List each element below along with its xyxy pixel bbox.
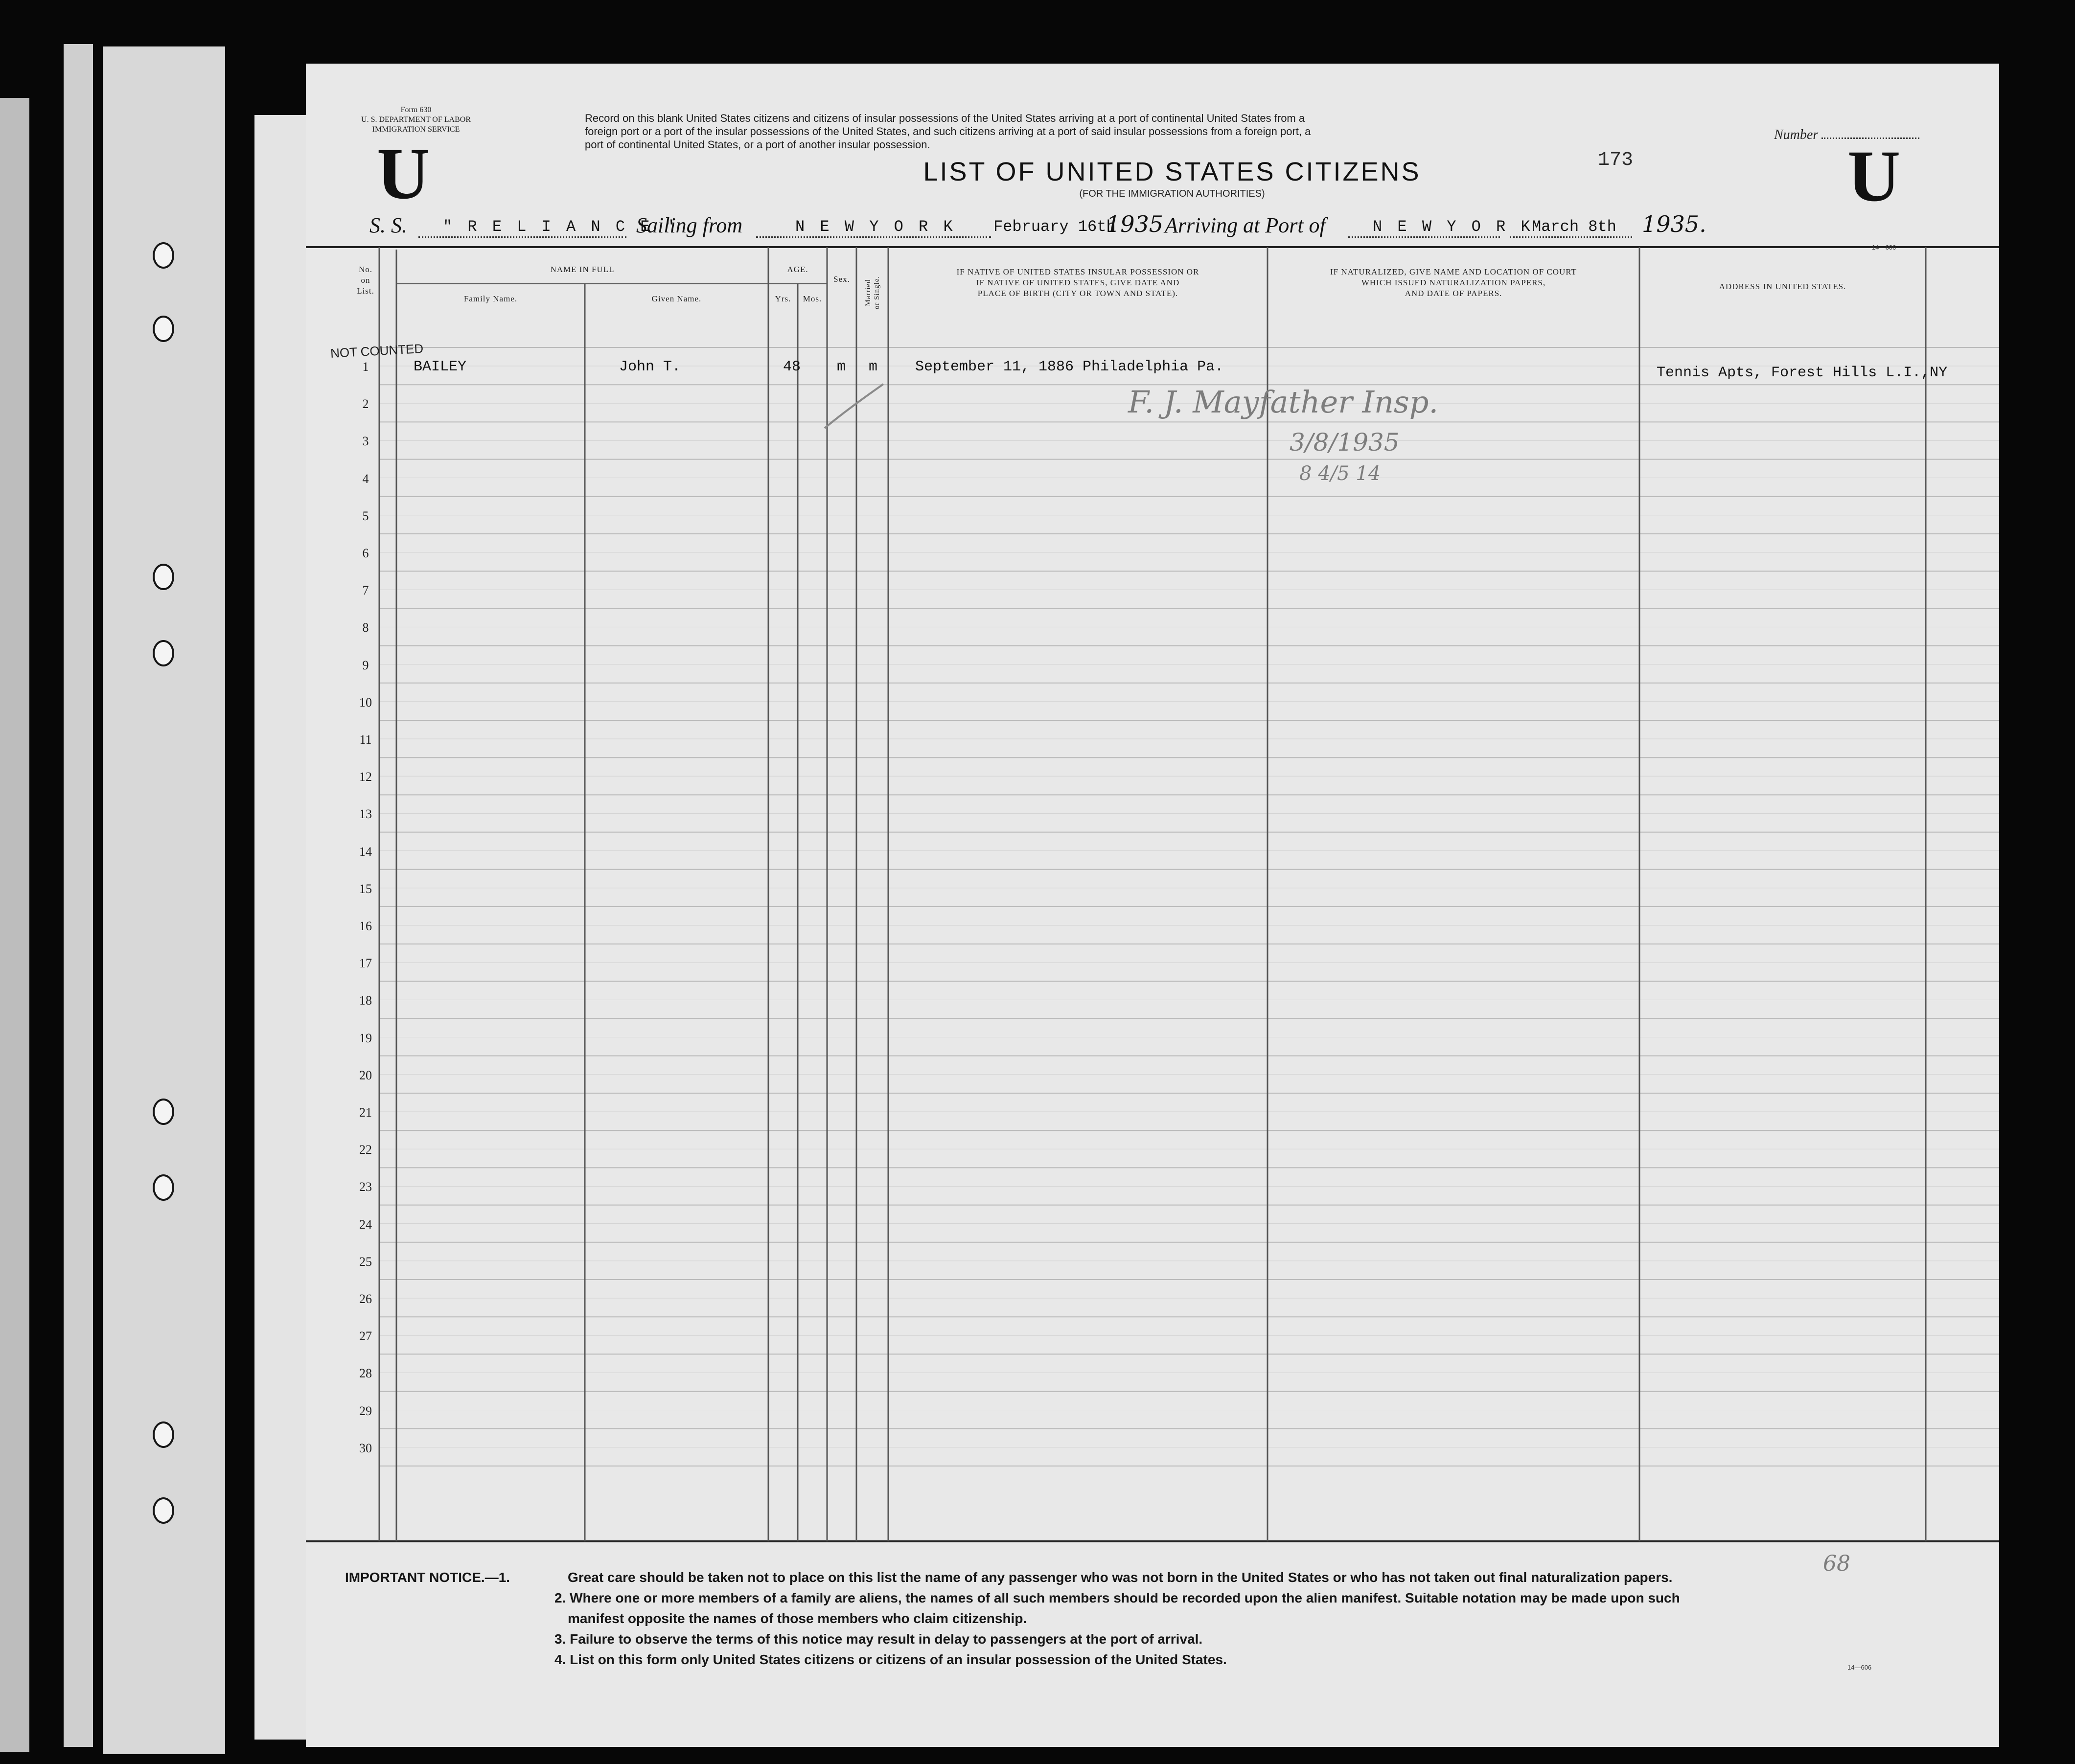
ss-label: S. S. — [369, 213, 407, 237]
row-number: 15 — [359, 881, 372, 896]
notice-item-3: 3. Failure to observe the terms of this notice may result in delay to passengers at the port of arrival. — [554, 1631, 1203, 1647]
page-subtitle: (FOR THE IMMIGRATION AUTHORITIES) — [1079, 188, 1265, 199]
col-yrs: Yrs. — [775, 294, 791, 303]
notice-item-1: Great care should be taken not to place on this list the name of any passenger who was not born in the United States or who has not taken out final naturalization papers. — [568, 1570, 1673, 1585]
departure-date: February 16th — [993, 218, 1116, 236]
notice-item-2: 2. Where one or more members of a family are aliens, the names of all such members should be recorded upon the alien manifest. Suitable notation may be made upon such — [554, 1590, 1680, 1605]
arrival-year: 1935. — [1642, 211, 1706, 237]
col-address: ADDRESS IN UNITED STATES. — [1719, 282, 1846, 291]
col-mos: Mos. — [803, 294, 822, 303]
arriving-label: Arriving at Port of — [1165, 213, 1326, 237]
print-code-bottom: 14—606 — [1847, 1664, 1872, 1671]
notice-lead: IMPORTANT NOTICE.—1. — [345, 1570, 510, 1585]
marital-status-cell: m — [869, 359, 878, 375]
col-no-on-list: No. on List. — [357, 265, 374, 296]
sailing-from-label: Sailing from — [636, 213, 743, 237]
punch-hole — [153, 564, 174, 590]
birth-cell: September 11, 1886 Philadelphia Pa. — [915, 359, 1224, 375]
inspector-signature: F. J. Mayfather Insp. — [1128, 384, 1439, 420]
page-title: LIST OF UNITED STATES CITIZENS — [923, 157, 1421, 186]
row-number: 12 — [359, 770, 372, 784]
row-number: 25 — [359, 1254, 372, 1269]
row-number: 29 — [359, 1403, 372, 1418]
row-number: 6 — [362, 546, 369, 560]
row-number: 11 — [359, 733, 372, 747]
sex-cell: m — [837, 359, 846, 375]
inspection-date: 3/8/1935 — [1290, 428, 1400, 457]
stamp-number: 173 — [1598, 149, 1634, 171]
col-place-of-birth: IF NATIVE OF UNITED STATES INSULAR POSSESSION OR IF NATIVE OF UNITED STATES, GIVE DATE AND PLACE OF BIRTH (CITY OR TOWN AND STATE). — [956, 267, 1199, 298]
punch-hole — [153, 1421, 174, 1448]
punch-hole — [153, 242, 174, 269]
row-number: 9 — [362, 658, 369, 672]
record-instructions: Record on this blank United States citizens and citizens of insular possessions of the United States arriving at a port of continental United States from a foreign port or a port of the insular possessions of the United States, and such citizens arriving at a port of said insular possessions from a foreign port, a port of continental United States, or a port of another insular possession. — [585, 112, 1311, 151]
row-number: 22 — [359, 1143, 372, 1157]
row-number: 1 — [362, 360, 369, 374]
arrival-port: N E W Y O R K — [1373, 218, 1533, 236]
punch-hole — [153, 640, 174, 666]
row-number: 16 — [359, 919, 372, 933]
family-name-cell: BAILEY — [414, 359, 467, 375]
punch-hole — [153, 316, 174, 342]
punch-hole — [153, 1099, 174, 1125]
margin-mark: 68 — [1823, 1551, 1850, 1576]
row-number: 28 — [359, 1366, 372, 1381]
number-label: Number — [1774, 127, 1919, 143]
col-married-single: Married or Single. — [864, 275, 881, 310]
ship-name: " R E L I A N C E " — [443, 218, 677, 236]
manifest-sheet — [306, 64, 1999, 1747]
arrival-date: March 8th — [1532, 218, 1616, 236]
binding-strip — [64, 44, 93, 1747]
row-number: 21 — [359, 1105, 372, 1120]
form-number: Form 630 — [400, 106, 432, 114]
form-letter-right: U — [1847, 136, 1901, 217]
check-mark — [820, 382, 888, 435]
row-number: 27 — [359, 1329, 372, 1344]
departure-year: 1935 — [1106, 211, 1164, 237]
row-number: 3 — [362, 434, 369, 449]
service: IMMIGRATION SERVICE — [372, 125, 460, 134]
row-number: 14 — [359, 844, 372, 859]
col-naturalization: IF NATURALIZED, GIVE NAME AND LOCATION OF COURT WHICH ISSUED NATURALIZATION PAPERS, AND DATE OF PAPERS. — [1330, 267, 1577, 298]
col-sex: Sex. — [833, 275, 850, 284]
row-number: 7 — [362, 583, 369, 598]
print-code-top: 14—606 — [1872, 244, 1896, 251]
row-number: 17 — [359, 956, 372, 971]
form-letter-left: U — [377, 133, 430, 214]
address-cell: Tennis Apts, Forest Hills L.I.,NY — [1657, 365, 1948, 381]
underlying-page — [254, 115, 313, 1740]
row-number: 5 — [362, 508, 369, 523]
notice-item-2-continued: manifest opposite the names of those members who claim citizenship. — [568, 1611, 1027, 1626]
col-name-in-full: NAME IN FULL — [550, 265, 615, 274]
col-family-name: Family Name. — [463, 294, 518, 303]
not-counted-stamp: NOT COUNTED — [330, 341, 424, 361]
col-age: AGE. — [787, 265, 808, 274]
row-number: 13 — [359, 807, 372, 822]
departure-port: N E W Y O R K — [795, 218, 956, 236]
row-number: 23 — [359, 1180, 372, 1194]
row-number: 24 — [359, 1217, 372, 1232]
age-years-cell: 48 — [783, 359, 801, 375]
row-number: 18 — [359, 993, 372, 1008]
department: U. S. DEPARTMENT OF LABOR — [361, 115, 471, 124]
row-number: 26 — [359, 1292, 372, 1306]
punch-hole — [153, 1497, 174, 1524]
notice-item-4: 4. List on this form only United States citizens or citizens of an insular possession of the United States. — [554, 1652, 1227, 1667]
row-number: 19 — [359, 1031, 372, 1045]
given-name-cell: John T. — [619, 359, 681, 375]
row-number: 8 — [362, 620, 369, 635]
row-number: 10 — [359, 695, 372, 710]
adjacent-page-edge — [0, 98, 29, 1752]
col-given-name: Given Name. — [651, 294, 702, 303]
inspection-fraction: 8 4/5 14 — [1299, 462, 1381, 485]
ledger-grid — [306, 64, 1999, 1747]
punch-hole — [153, 1174, 174, 1201]
row-number: 2 — [362, 397, 369, 412]
row-number: 4 — [362, 471, 369, 486]
row-number: 20 — [359, 1068, 372, 1082]
row-number: 30 — [359, 1441, 372, 1455]
